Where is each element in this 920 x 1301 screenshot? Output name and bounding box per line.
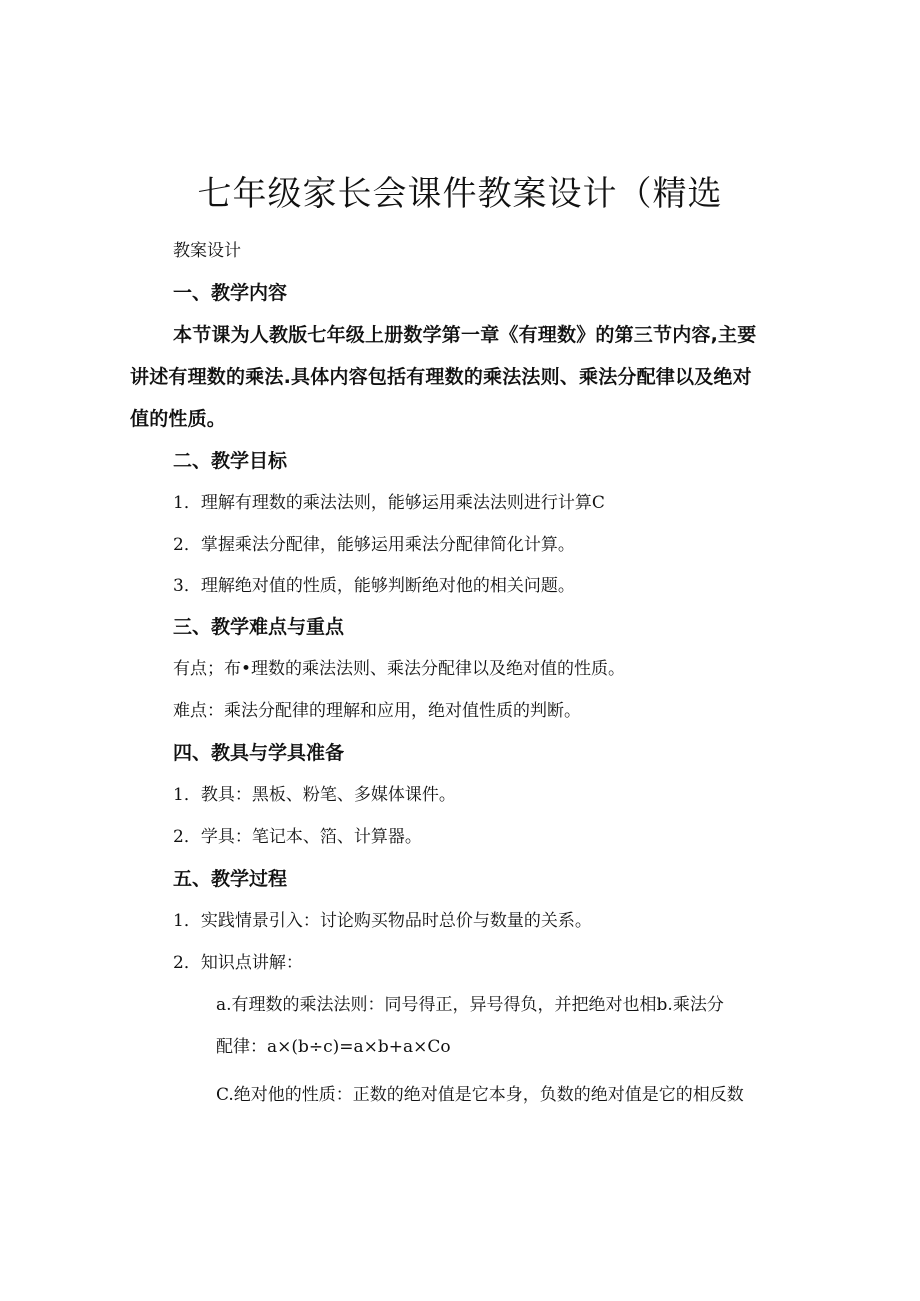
objective-item-1: 1．理解有理数的乘法法则，能够运用乘法法则进行计算C (173, 493, 605, 513)
process-item-1: 1．实践情景引入：讨论购买物品时总价与数量的关系。 (173, 911, 592, 931)
materials-item-2: 2．学具：笔记本、箔、计算器。 (173, 827, 422, 847)
section-heading-objectives: 二、教学目标 (173, 450, 288, 472)
content-paragraph-line-3: 值的性质。 (130, 408, 227, 430)
section-heading-materials: 四、教具与学具准备 (173, 742, 345, 764)
objective-item-2: 2．掌握乘法分配律，能够运用乘法分配律简化计算。 (173, 535, 575, 555)
process-subline-3: C.绝对他的性质：正数的绝对值是它本身，负数的绝对值是它的相反数 (216, 1085, 744, 1105)
section-heading-content: 一、教学内容 (173, 282, 288, 304)
difficulty-item: 难点：乘法分配律的理解和应用，绝对值性质的判断。 (173, 701, 581, 721)
section-heading-process: 五、教学过程 (173, 868, 288, 890)
process-subline-2: 配律：a×(b÷c)=a×b+a×Co (216, 1037, 451, 1057)
keypoint-item: 有点；布•理数的乘法法则、乘法分配律以及绝对值的性质。 (173, 659, 626, 679)
materials-item-1: 1．教具：黑板、粉笔、多媒体课件。 (173, 785, 456, 805)
section-heading-keypoints: 三、教学难点与重点 (173, 616, 345, 638)
content-paragraph-line-2: 讲述有理数的乘法.具体内容包括有理数的乘法法则、乘法分配律以及绝对 (130, 366, 752, 388)
process-item-2: 2．知识点讲解： (173, 953, 303, 973)
doc-label: 教案设计 (173, 241, 241, 261)
objective-item-3: 3．理解绝对值的性质，能够判断绝对他的相关问题。 (173, 576, 575, 596)
content-paragraph-line-1: 本节课为人教版七年级上册数学第一章《有理数》的第三节内容,主要 (173, 324, 757, 346)
document-title: 七年级家长会课件教案设计（精选 (197, 174, 723, 214)
process-subline-1: a.有理数的乘法法则：同号得正，异号得负，并把绝对也相b.乘法分 (216, 995, 724, 1015)
